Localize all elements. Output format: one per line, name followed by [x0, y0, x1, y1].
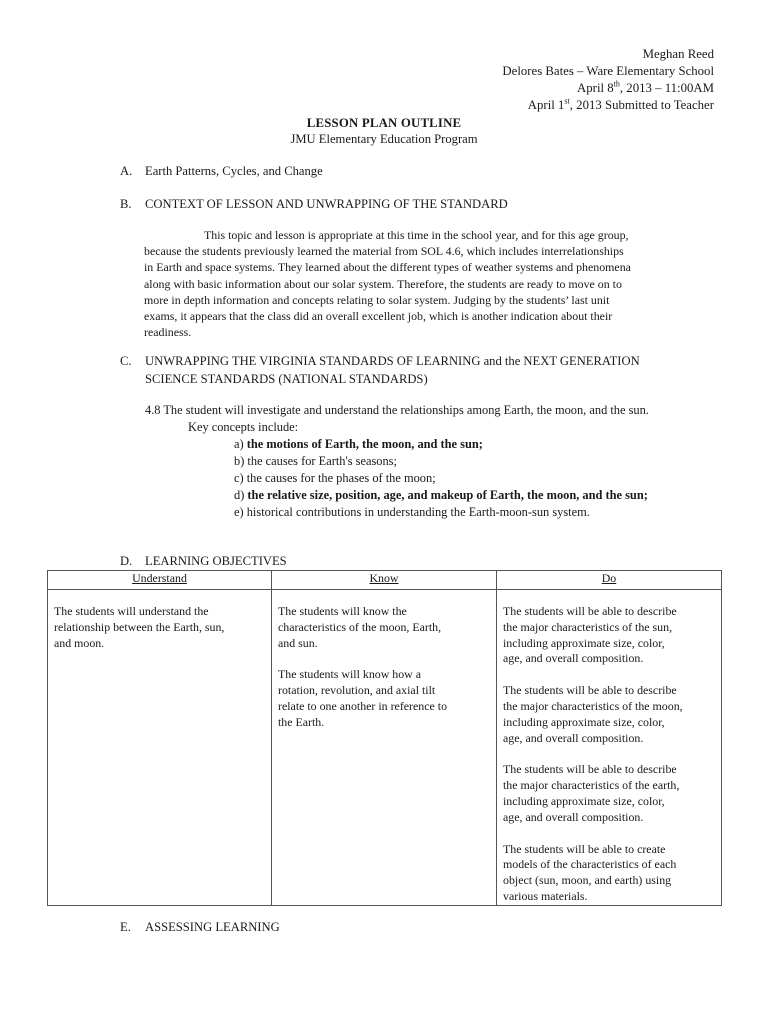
- table-row: [48, 590, 722, 906]
- objective-text: The students will understand the relationship between the Earth, sun, and moon.: [54, 604, 225, 650]
- objective-text: The students will be able to describe the major characteristics of the sun, including approximate size, color, age, and overall composition.: [503, 604, 677, 666]
- understand-cell: [48, 590, 272, 906]
- list-item: e) historical contributions in understanding the Earth-moon-sun system.: [234, 505, 590, 519]
- column-header-know: Know: [272, 571, 497, 590]
- column-header-understand: Understand: [48, 571, 272, 590]
- submitted-date: April 1st, 2013 Submitted to Teacher: [527, 96, 714, 112]
- objective-text: The students will know the characteristics of the moon, Earth, and sun.: [278, 604, 442, 650]
- school-name: Delores Bates – Ware Elementary School: [502, 64, 714, 78]
- list-item: b) the causes for Earth's seasons;: [234, 454, 397, 468]
- objectives-table: [47, 570, 722, 906]
- section-d-heading: D. LEARNING OBJECTIVES: [120, 554, 287, 568]
- standard-statement: 4.8 The student will investigate and understand the relationships among Earth, the moon, and the sun.: [145, 403, 649, 417]
- do-cell: [497, 590, 722, 906]
- objective-text: The students will know how a rotation, revolution, and axial tilt relate to one another in reference to the Earth.: [278, 667, 448, 729]
- key-concepts-list: [234, 436, 648, 521]
- key-concepts-label: Key concepts include:: [188, 420, 299, 434]
- context-paragraph: This topic and lesson is appropriate at this time in the school year, and for this age group, because the students previously learned the material from SOL 4.6, which includes interrelationships in Earth and space systems. They learned about the different types of weather systems and phenomena along with basic information about our solar system. Therefore, the students are ready to move on to more in depth information and concepts relating to solar system. Judging by the students’ last unit exams, it appears that the class did an overall excellent job, which is another indication about their readiness.: [144, 228, 631, 340]
- lesson-date: April 8th, 2013 – 11:00AM: [577, 79, 714, 95]
- header-block: [502, 46, 714, 114]
- know-cell: [272, 590, 497, 906]
- section-a-heading: A. Earth Patterns, Cycles, and Change: [120, 164, 323, 178]
- section-c-heading: C. UNWRAPPING THE VIRGINIA STANDARDS OF LEARNING and the NEXT GENERATION SCIENCE STANDARDS (NATIONAL STANDARDS): [120, 354, 640, 386]
- objective-text: The students will be able to describe the major characteristics of the moon, including approximate size, color, age, and overall composition.: [503, 683, 683, 745]
- page-subtitle: JMU Elementary Education Program: [290, 132, 478, 146]
- objective-text: The students will be able to create models of the characteristics of each object (sun, moon, and earth) using various materials.: [503, 841, 677, 903]
- title-block: [0, 115, 768, 147]
- column-header-do: Do: [497, 571, 722, 590]
- objective-text: The students will be able to describe the major characteristics of the earth, including approximate size, color, age, and overall composition.: [503, 762, 680, 824]
- section-e-heading: E. ASSESSING LEARNING: [120, 920, 280, 934]
- list-item: a) the motions of Earth, the moon, and the sun;: [234, 437, 483, 451]
- page-title: LESSON PLAN OUTLINE: [306, 116, 462, 130]
- table-header-row: [48, 571, 722, 590]
- author-name: Meghan Reed: [642, 47, 714, 61]
- list-item: d) the relative size, position, age, and makeup of Earth, the moon, and the sun;: [234, 488, 648, 502]
- section-b-heading: B. CONTEXT OF LESSON AND UNWRAPPING OF THE STANDARD: [120, 197, 508, 211]
- list-item: c) the causes for the phases of the moon;: [234, 471, 436, 485]
